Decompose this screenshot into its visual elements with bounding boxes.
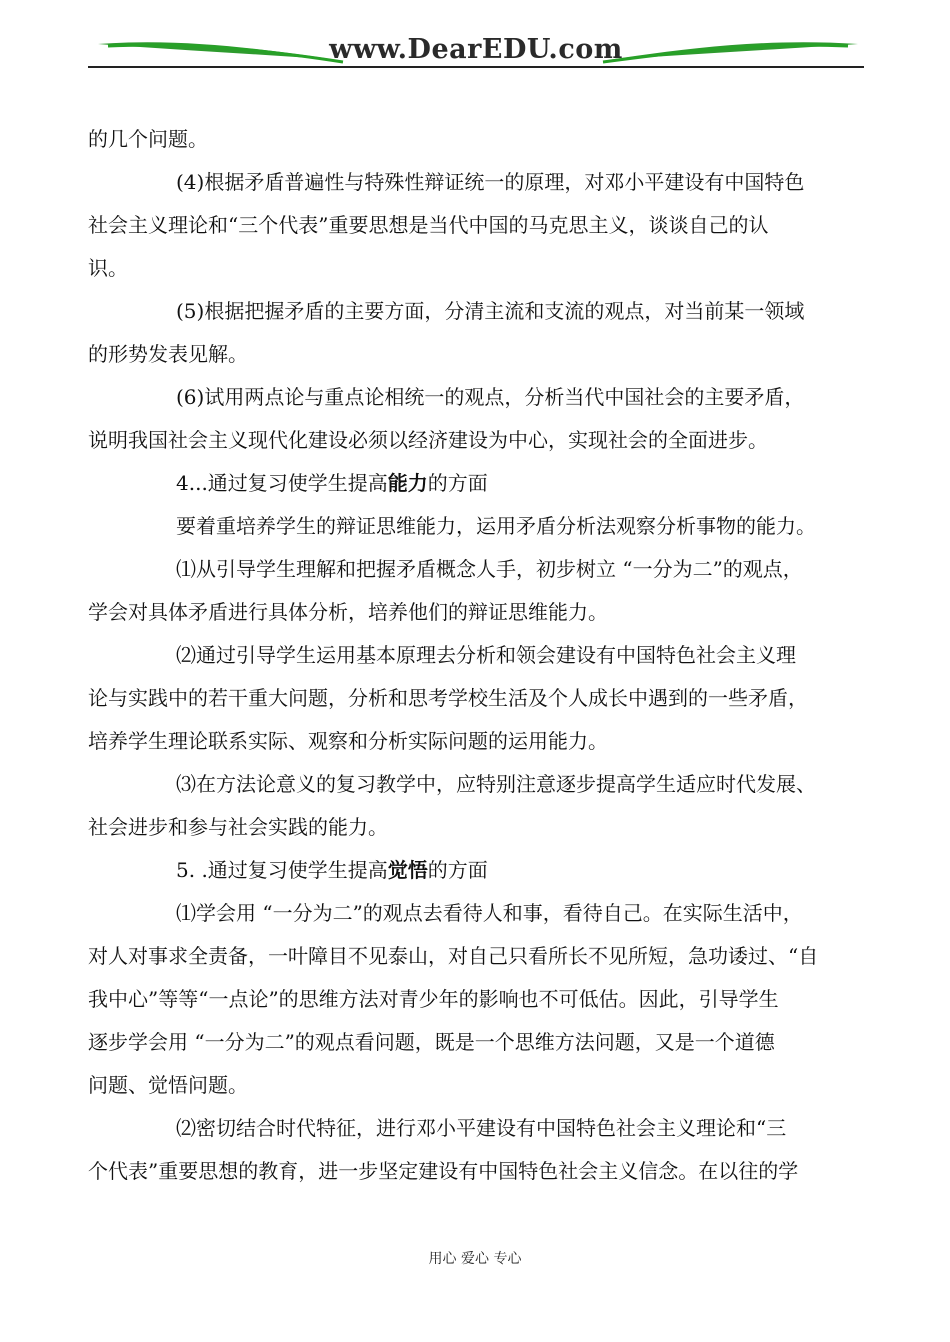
text-line: (4)根据矛盾普遍性与特殊性辩证统一的原理，对邓小平建设有中国特色: [176, 170, 805, 194]
bold-keyword: 觉悟: [387, 858, 428, 882]
text-line: 对人对事求全责备，一叶障目不见泰山，对自己只看所长不见所短，急功诿过、“自: [88, 944, 819, 968]
text-line: ⑴学会用 “一分为二”的观点去看待人和事，看待自己。在实际生活中，: [176, 901, 803, 925]
bold-keyword: 能力: [387, 471, 428, 495]
text-line: 培养学生理论联系实际、观察和分析实际问题的运用能力。: [88, 729, 608, 753]
text-line-part: 5. .通过复习使学生提高: [176, 858, 388, 882]
site-logo-text: www.DearEDU.com: [329, 34, 623, 65]
header-divider: [88, 66, 864, 68]
text-line: (5)根据把握矛盾的主要方面，分清主流和支流的观点，对当前某一领域: [176, 299, 805, 323]
text-line: 要着重培养学生的辩证思维能力，运用矛盾分析法观察分析事物的能力。: [176, 514, 816, 538]
site-header: [88, 30, 864, 70]
text-line: [88, 849, 878, 892]
text-line: 社会主义理论和“三个代表”重要思想是当代中国的马克思主义，谈谈自己的认: [88, 213, 769, 237]
text-line: ⑵通过引导学生运用基本原理去分析和领会建设有中国特色社会主义理: [176, 643, 796, 667]
document-body: [88, 118, 878, 1193]
text-line: 我中心”等等“一点论”的思维方法对青少年的影响也不可低估。因此，引导学生: [88, 987, 779, 1011]
text-line: 的几个问题。: [88, 127, 208, 151]
text-line: 学会对具体矛盾进行具体分析，培养他们的辩证思维能力。: [88, 600, 608, 624]
text-line: ⑴从引导学生理解和把握矛盾概念人手，初步树立 “一分为二”的观点，: [176, 557, 803, 581]
text-line: 逐步学会用 “一分为二”的观点看问题，既是一个思维方法问题，又是一个道德: [88, 1030, 775, 1054]
text-line-part: 的方面: [427, 858, 488, 882]
text-line: 社会进步和参与社会实践的能力。: [88, 815, 388, 839]
text-line: 论与实践中的若干重大问题，分析和思考学校生活及个人成长中遇到的一些矛盾，: [88, 686, 808, 710]
text-line: 的形势发表见解。: [88, 342, 248, 366]
text-line: (6)试用两点论与重点论相统一的观点，分析当代中国社会的主要矛盾，: [176, 385, 805, 409]
text-line: 说明我国社会主义现代化建设必须以经济建设为中心，实现社会的全面进步。: [88, 428, 768, 452]
text-line-part: 4...通过复习使学生提高: [176, 471, 388, 495]
text-line: [88, 462, 878, 505]
text-line: ⑶在方法论意义的复习教学中，应特别注意逐步提高学生适应时代发展、: [176, 772, 816, 796]
text-line: ⑵密切结合时代特征，进行邓小平建设有中国特色社会主义理论和“三: [176, 1116, 787, 1140]
text-line: 问题、觉悟问题。: [88, 1073, 248, 1097]
text-line: 识。: [88, 256, 128, 280]
text-line-part: 的方面: [427, 471, 488, 495]
page-footer: 用心 爱心 专心: [428, 1251, 522, 1267]
text-line: 个代表”重要思想的教育，进一步坚定建设有中国特色社会主义信念。在以往的学: [88, 1159, 799, 1183]
